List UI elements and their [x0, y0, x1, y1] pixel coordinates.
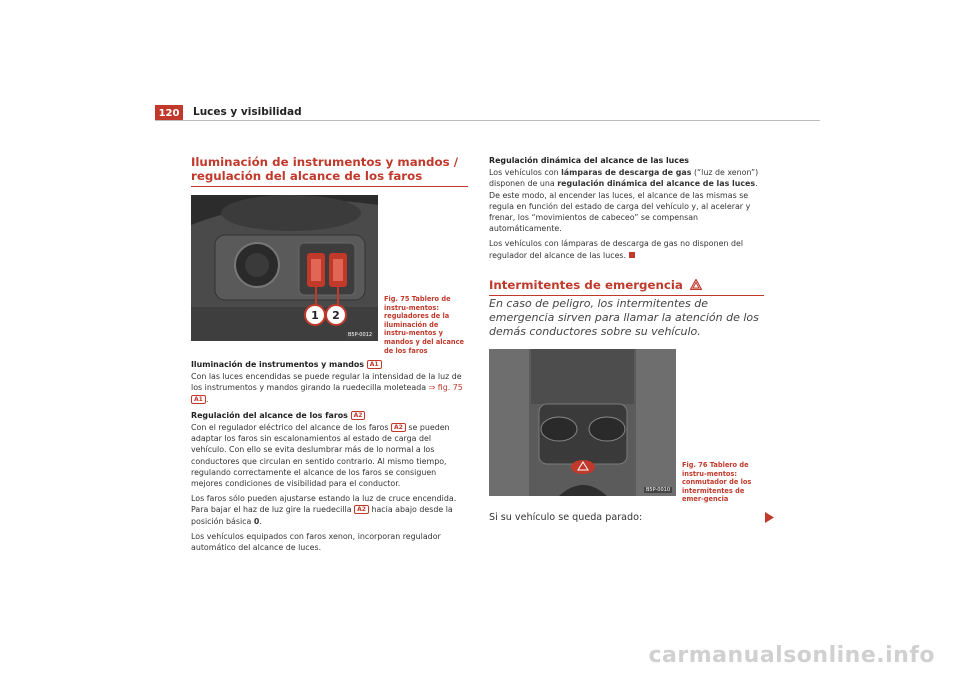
paragraph-text: Con el regulador eléctrico del alcance de los faros	[191, 423, 389, 433]
ref-badge: A2	[351, 411, 366, 420]
left-section-heading	[191, 155, 468, 187]
subheading-beam-range-text: Regulación del alcance de los faros	[191, 410, 348, 420]
subheading-lighting-text: Iluminación de instrumentos y mandos	[191, 360, 364, 369]
figure-76-hazard-switch	[489, 349, 676, 496]
right-section-heading	[489, 278, 764, 296]
paragraph-xenon: Los vehículos equipados con faros xenon, incorporan regulador automático del alcance de luces.	[191, 531, 441, 553]
section-title-lighting: Iluminación de instrumentos y mandos / regulación del alcance de los faros	[191, 155, 459, 183]
paragraph-text: Los vehículos con	[489, 168, 559, 178]
ref-badge: A2	[391, 423, 406, 432]
right-body-top	[489, 155, 764, 265]
header-rule	[155, 120, 820, 121]
hazard-lead-text: En caso de peligro, los intermitentes de emergencia sirven para llamar la atención de los demás conductores sobre su vehículo.	[489, 297, 759, 338]
section-title-hazard	[489, 278, 764, 292]
page-number: 120	[155, 105, 183, 121]
running-title: Luces y visibilidad	[193, 106, 302, 118]
paragraph-text: Los faros sólo pueden ajustarse estando la luz de cruce encendida. Para bajar el haz de luz gire la ruedecilla	[191, 494, 457, 515]
figure-75-caption: Fig. 75 Tablero de instru-mentos: reguladores de la iluminación de instru-mentos y mandos y del alcance de los faros	[384, 295, 464, 355]
warning-triangle-icon	[690, 279, 702, 290]
paragraph-text: Con las luces encendidas se puede regular la intensidad de la luz de los instrumentos y mandos girando la ruedecilla moleteada	[191, 372, 462, 393]
paragraph-text: Los vehículos con lámparas de descarga de gas no disponen del regulador del alcance de las luces.	[489, 239, 744, 260]
figure-id: B5P-0010	[645, 487, 670, 493]
paragraph-dynamic	[489, 167, 764, 234]
ref-badge: A1	[367, 360, 382, 369]
paragraph-no-regulator	[489, 238, 764, 260]
paragraph-lighting: Con las luces encendidas se puede regular la intensidad de la luz de los instrumentos y mandos girando la ruedecilla moleteada ⇒ fig. 75 A1 .	[191, 372, 463, 404]
dashboard-controls-illustration	[191, 195, 378, 341]
callout-marker-1: 1	[304, 304, 326, 326]
callout-marker-2: 2	[325, 304, 347, 326]
end-of-section-icon	[629, 252, 635, 258]
subheading-lighting	[191, 359, 468, 370]
bold-term: lámparas de descarga de gas	[561, 168, 692, 178]
paragraph-text: . De este modo, al encender las luces, el alcance de las mismas se regula en función del estado de carga del vehículo y, al acelerar y frenar, los “movimientos de cabeceo” se compensan automáticamente.	[489, 179, 758, 234]
section-title-text: Intermitentes de emergencia	[489, 278, 683, 292]
subheading-beam-range	[191, 410, 468, 421]
section-rule	[191, 186, 468, 187]
basic-position-value: 0	[253, 516, 260, 526]
figure-76-caption: Fig. 76 Tablero de instru-mentos: conmutador de los intermitentes de emer-gencia	[682, 461, 752, 504]
section-rule	[489, 295, 764, 296]
figure-75-dashboard-controls	[191, 195, 378, 341]
figure-id: B5P-0012	[347, 332, 372, 338]
paragraph-text: hacia abajo desde la posición básica	[191, 505, 453, 526]
paragraph-lowering: Los faros sólo pueden ajustarse estando la luz de cruce encendida. Para bajar el haz de luz gire la ruedecilla A2 hacia abajo desde la posición básica 0.	[191, 494, 457, 526]
paragraph-text: se pueden adaptar los faros sin escalonamientos al estado de carga del vehículo. Con ello se evita deslumbrar más de lo normal a los conductores que circulan en sentido contrario. Al mismo tiempo, regulando correctamente el alcance de los faros se consiguen mejores condiciones de visibilidad para el conductor.	[191, 423, 450, 489]
watermark: carmanualsonline.info	[648, 643, 935, 668]
bold-term: regulación dinámica del alcance de las luces	[557, 179, 756, 189]
parked-vehicle-text: Si su vehículo se queda parado:	[489, 512, 643, 523]
ref-badge: A2	[354, 505, 369, 514]
paragraph-text: (“luz de xenon”) disponen de una	[489, 168, 759, 189]
continue-arrow-icon	[765, 512, 774, 523]
paragraph-beam-range	[191, 422, 468, 489]
subheading-dynamic: Regulación dinámica del alcance de las luces	[489, 156, 690, 165]
left-body	[191, 359, 468, 557]
hazard-switch-illustration	[489, 349, 676, 496]
figure-reference-link[interactable]: ⇒ fig. 75	[428, 383, 463, 393]
ref-badge: A1	[191, 395, 206, 404]
